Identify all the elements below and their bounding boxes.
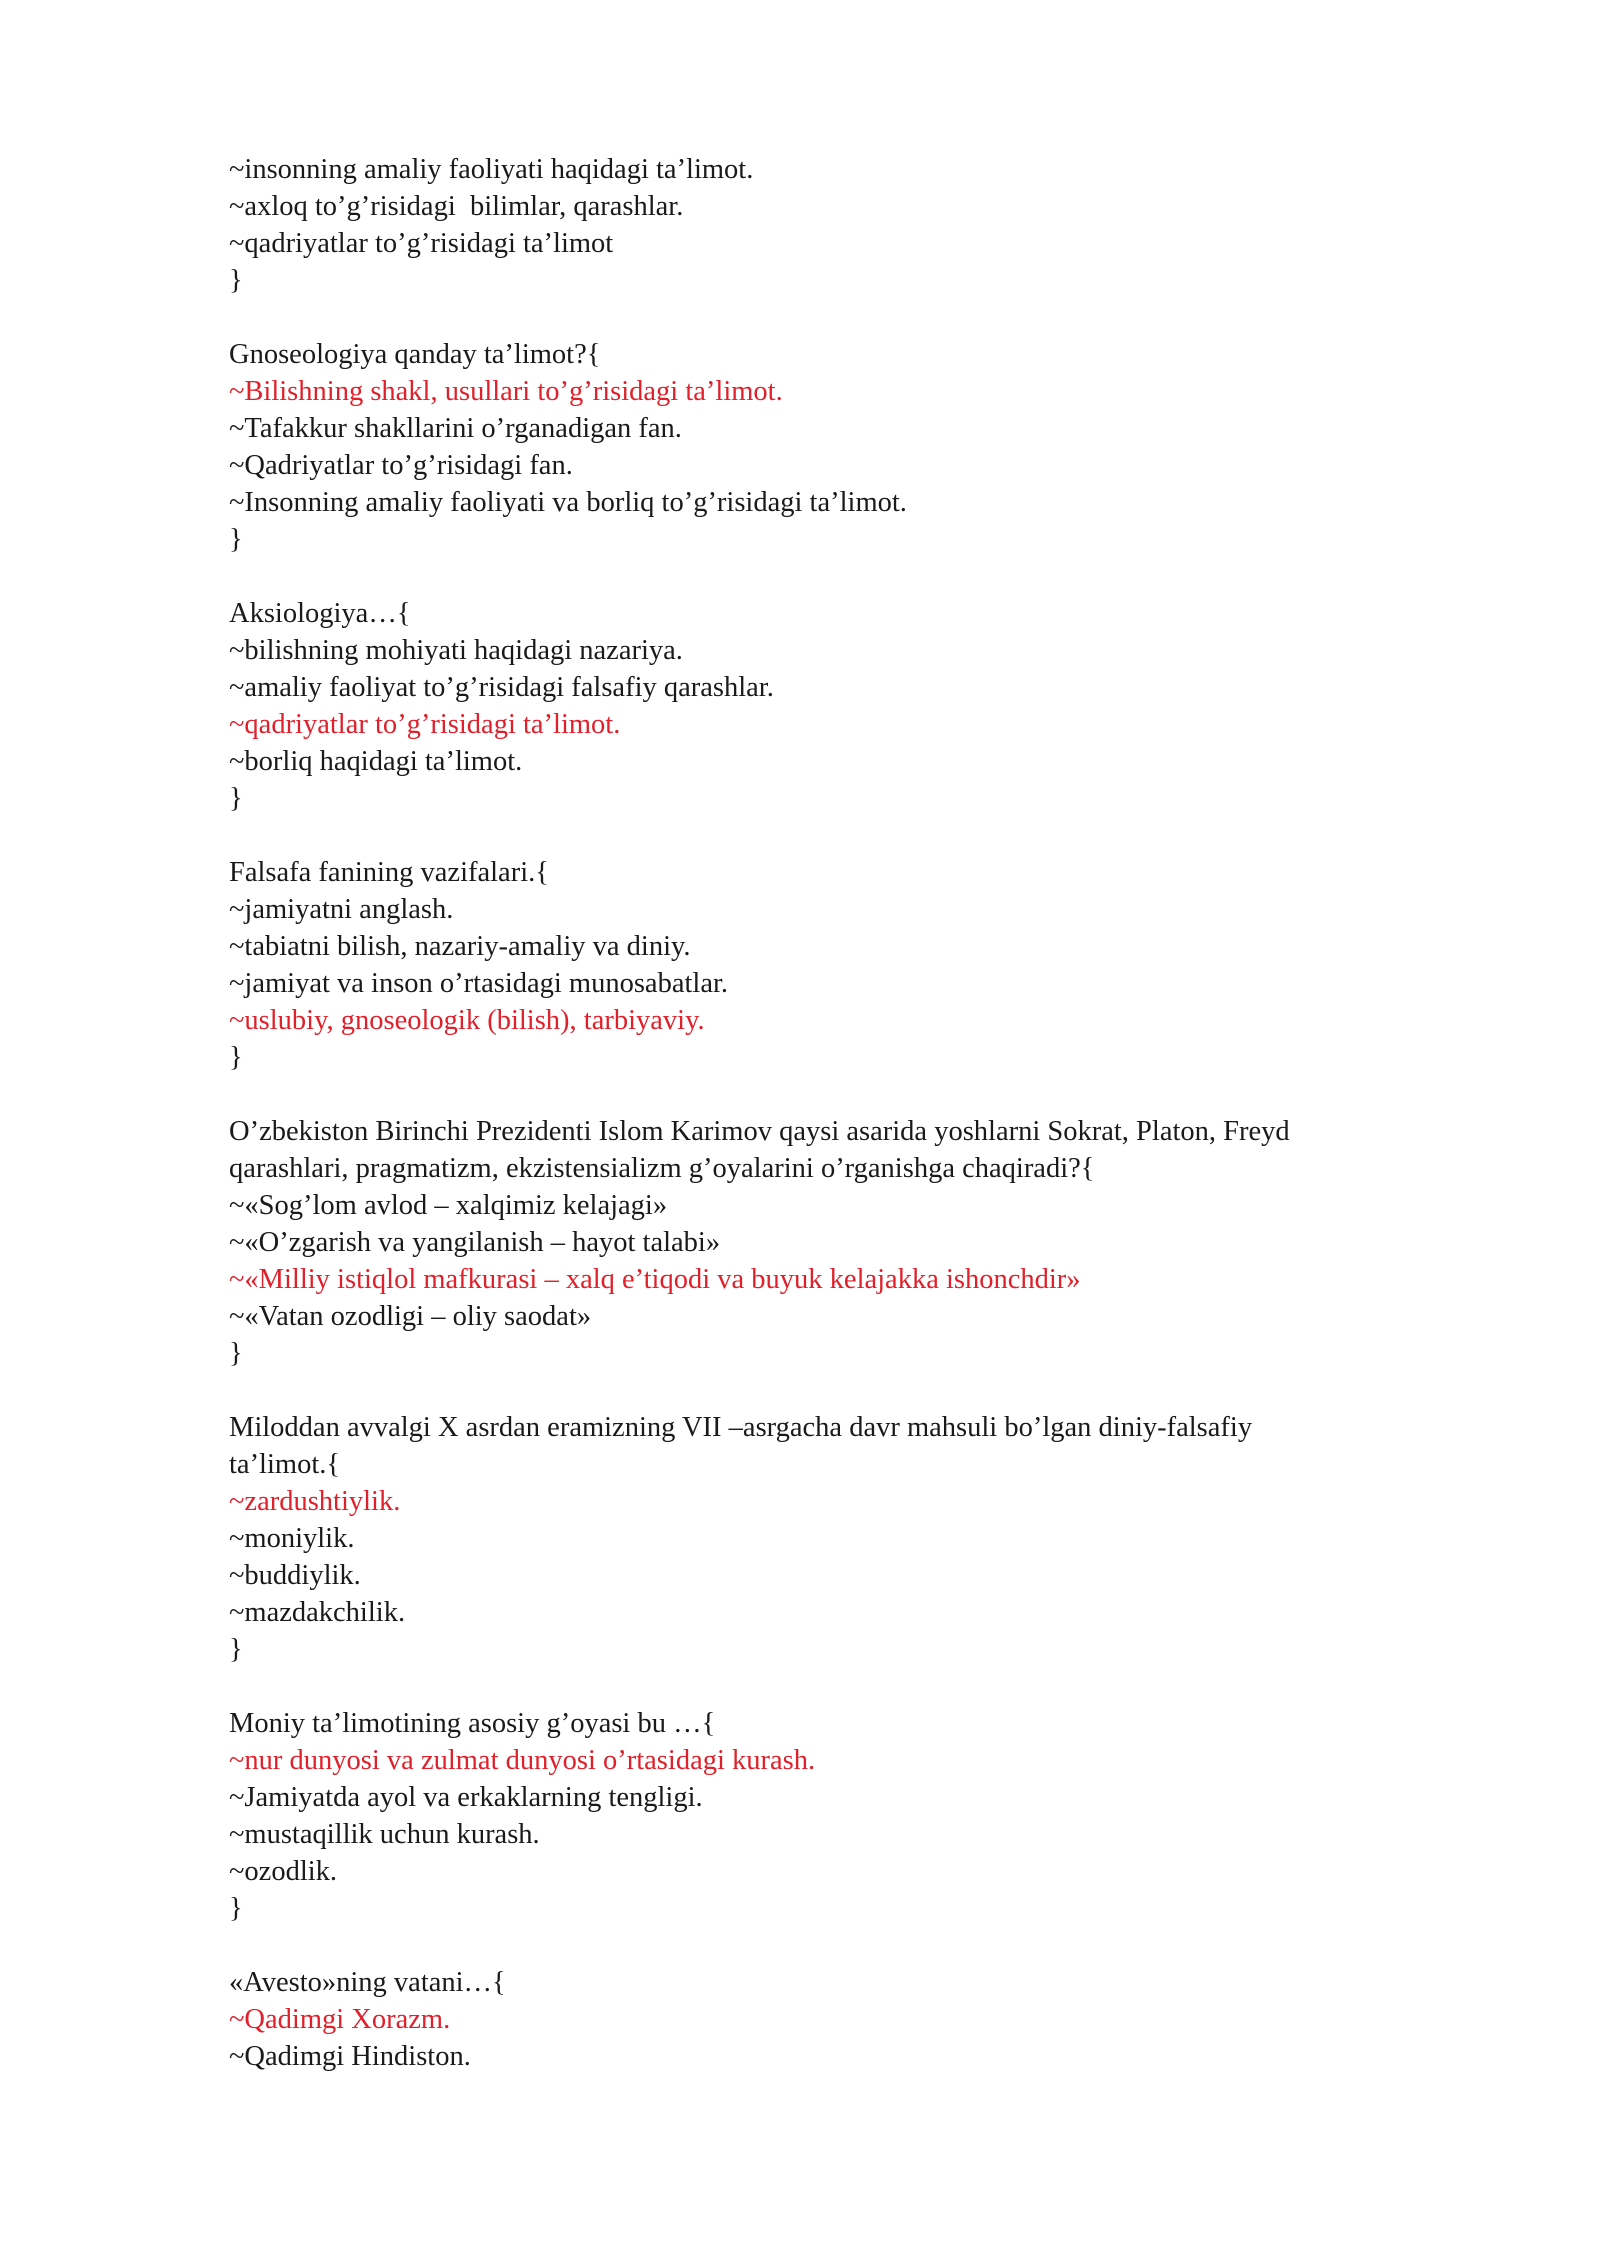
- closing-brace: }: [229, 1634, 243, 1665]
- correct-answer-option: ~Bilishning shakl, usullari to’g’risidagi ta’limot.: [229, 376, 783, 407]
- spacer: [229, 1076, 1439, 1113]
- answer-option: ~bilishning mohiyati haqidagi nazariya.: [229, 635, 683, 666]
- correct-answer-option: ~zardushtiylik.: [229, 1486, 401, 1517]
- answer-option: ~Qadriyatlar to’g’risidagi fan.: [229, 450, 573, 481]
- question-text: Miloddan avvalgi X asrdan eramizning VII –asrgacha davr mahsuli bo’lgan diniy-falsafiy: [229, 1412, 1253, 1443]
- question-text: Moniy ta’limotining asosiy g’oyasi bu …{: [229, 1708, 716, 1739]
- question-text: Gnoseologiya qanday ta’limot?{: [229, 339, 601, 370]
- correct-answer-option: ~qadriyatlar to’g’risidagi ta’limot.: [229, 709, 621, 740]
- question-block: [229, 1113, 1439, 1372]
- question-block: [229, 1964, 1439, 2075]
- spacer: [229, 558, 1439, 595]
- closing-brace: }: [229, 265, 243, 296]
- answer-option: ~qadriyatlar to’g’risidagi ta’limot: [229, 228, 614, 259]
- answer-option: ~Qadimgi Hindiston.: [229, 2041, 471, 2072]
- spacer: [229, 1927, 1439, 1964]
- spacer: [229, 1372, 1439, 1409]
- question-block: [229, 854, 1439, 1076]
- answer-option: ~mazdakchilik.: [229, 1597, 406, 1628]
- question-text: «Avesto»ning vatani…{: [229, 1967, 506, 1998]
- answer-option: ~jamiyatni anglash.: [229, 894, 454, 925]
- question-block: [229, 1409, 1439, 1668]
- answer-option: ~ozodlik.: [229, 1856, 338, 1887]
- correct-answer-option: ~Qadimgi Xorazm.: [229, 2004, 451, 2035]
- closing-brace: }: [229, 1338, 243, 1369]
- closing-brace: }: [229, 783, 243, 814]
- correct-answer-option: ~uslubiy, gnoseologik (bilish), tarbiyaviy.: [229, 1005, 705, 1036]
- question-text: qarashlari, pragmatizm, ekzistensializm g’oyalarini o’rganishga chaqiradi?{: [229, 1153, 1095, 1184]
- spacer: [229, 299, 1439, 336]
- answer-option: ~jamiyat va inson o’rtasidagi munosabatlar.: [229, 968, 729, 999]
- answer-option: ~Jamiyatda ayol va erkaklarning tengligi.: [229, 1782, 703, 1813]
- spacer: [229, 817, 1439, 854]
- correct-answer-option: ~nur dunyosi va zulmat dunyosi o’rtasidagi kurash.: [229, 1745, 816, 1776]
- question-block: [229, 1705, 1439, 1927]
- question-block: [229, 595, 1439, 817]
- answer-option: ~Insonning amaliy faoliyati va borliq to’g’risidagi ta’limot.: [229, 487, 907, 518]
- answer-option: ~borliq haqidagi ta’limot.: [229, 746, 523, 777]
- closing-brace: }: [229, 1893, 243, 1924]
- answer-option: ~Tafakkur shakllarini o’rganadigan fan.: [229, 413, 682, 444]
- answer-option: ~amaliy faoliyat to’g’risidagi falsafiy qarashlar.: [229, 672, 774, 703]
- question-text: Aksiologiya…{: [229, 598, 411, 629]
- spacer: [229, 1668, 1439, 1705]
- answer-option: ~moniylik.: [229, 1523, 355, 1554]
- closing-brace: }: [229, 1042, 243, 1073]
- answer-option: ~buddiylik.: [229, 1560, 361, 1591]
- question-text: ta’limot.{: [229, 1449, 341, 1480]
- answer-option: ~«Vatan ozodligi – oliy saodat»: [229, 1301, 592, 1332]
- answer-option: ~insonning amaliy faoliyati haqidagi ta’limot.: [229, 154, 754, 185]
- correct-answer-option: ~«Milliy istiqlol mafkurasi – xalq e’tiqodi va buyuk kelajakka ishonchdir»: [229, 1264, 1081, 1295]
- question-block-continuation: [229, 151, 1439, 299]
- question-block: [229, 336, 1439, 558]
- answer-option: ~mustaqillik uchun kurash.: [229, 1819, 540, 1850]
- closing-brace: }: [229, 524, 243, 555]
- answer-option: ~«O’zgarish va yangilanish – hayot talabi»: [229, 1227, 721, 1258]
- answer-option: ~«Sog’lom avlod – xalqimiz kelajagi»: [229, 1190, 668, 1221]
- question-text: O’zbekiston Birinchi Prezidenti Islom Karimov qaysi asarida yoshlarni Sokrat, Platon, Freyd: [229, 1116, 1290, 1147]
- answer-option: ~tabiatni bilish, nazariy-amaliy va diniy.: [229, 931, 691, 962]
- question-text: Falsafa fanining vazifalari.{: [229, 857, 549, 888]
- answer-option: ~axloq to’g’risidagi bilimlar, qarashlar.: [229, 191, 684, 222]
- document-body: [229, 151, 1439, 2075]
